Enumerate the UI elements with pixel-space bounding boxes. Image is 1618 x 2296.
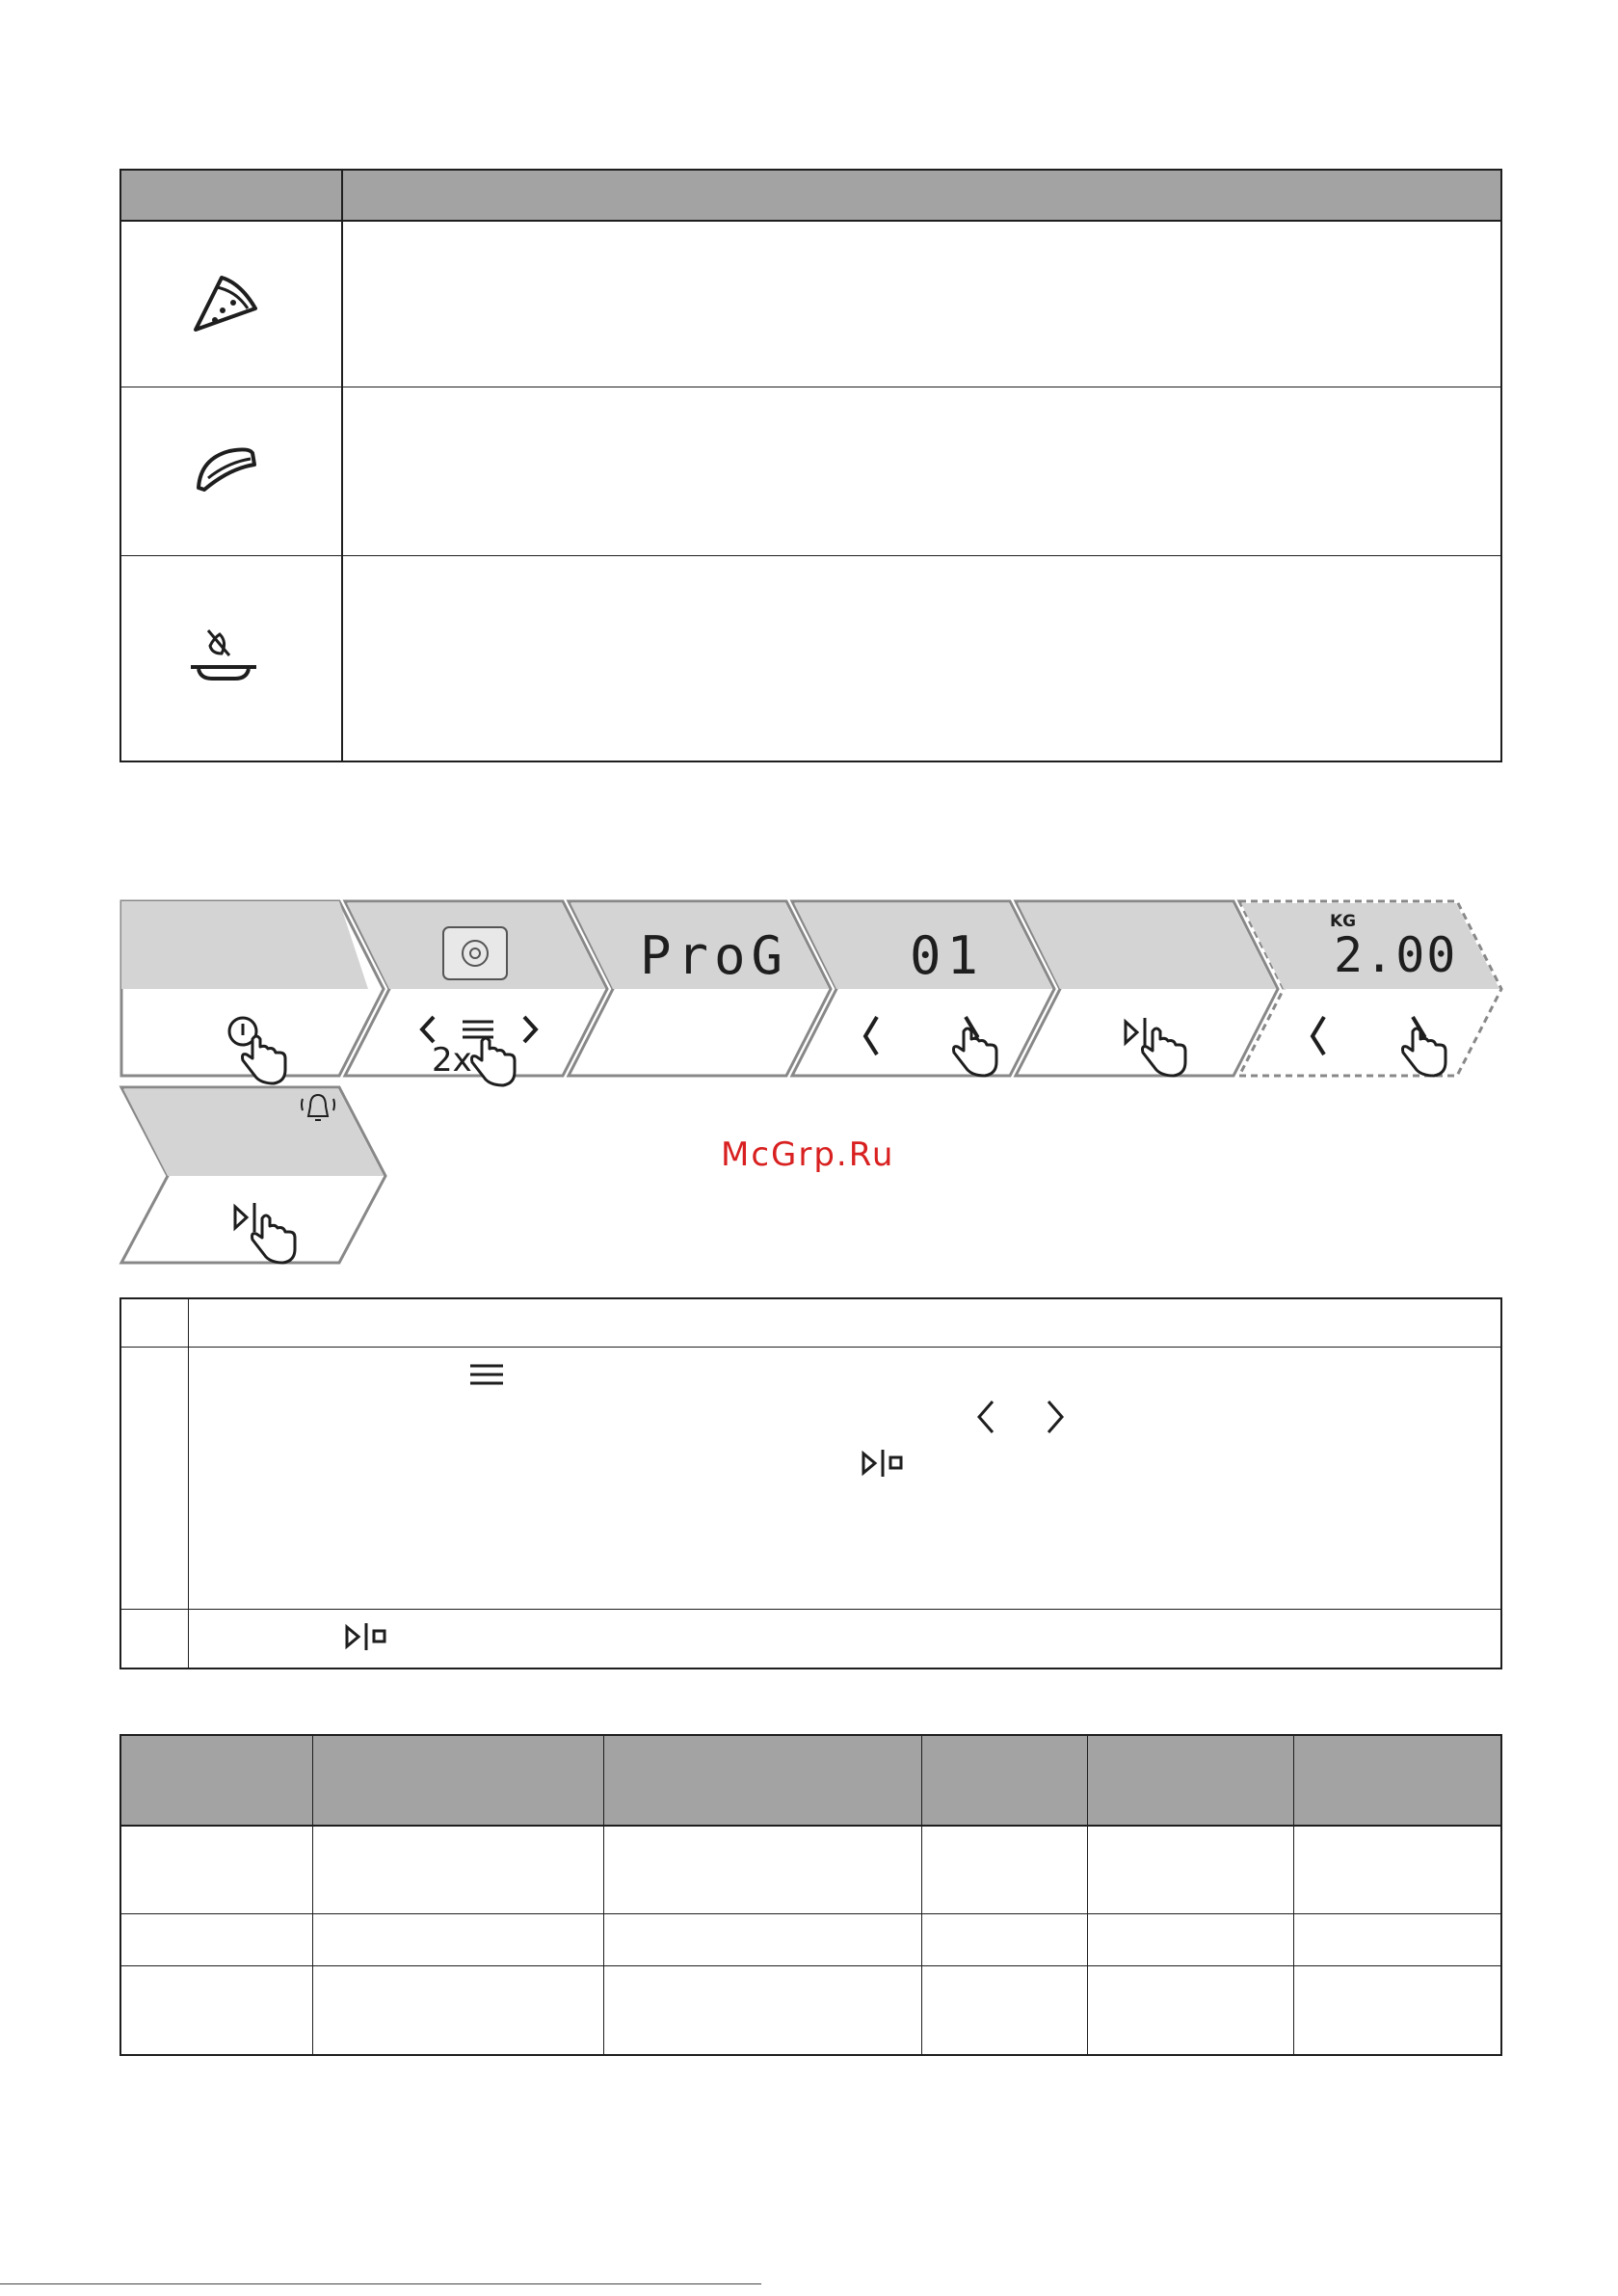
arrow-left-icon <box>975 1400 998 1434</box>
display-prog: ProG <box>640 925 789 986</box>
program-key-icon <box>443 927 507 979</box>
start-stop-icon <box>862 1448 912 1479</box>
arrow-right-icon <box>1043 1400 1066 1434</box>
repeat-hint: 2x <box>432 1041 472 1080</box>
display-weight-unit: KG <box>1330 912 1357 931</box>
display-program-number: 01 <box>910 925 985 986</box>
start-stop-icon <box>345 1621 395 1652</box>
watermark: McGrp.Ru <box>721 1135 895 1174</box>
display-weight-value: 2.00 <box>1334 927 1458 983</box>
footer-rule <box>0 2283 761 2284</box>
menu-icon <box>468 1363 507 1390</box>
